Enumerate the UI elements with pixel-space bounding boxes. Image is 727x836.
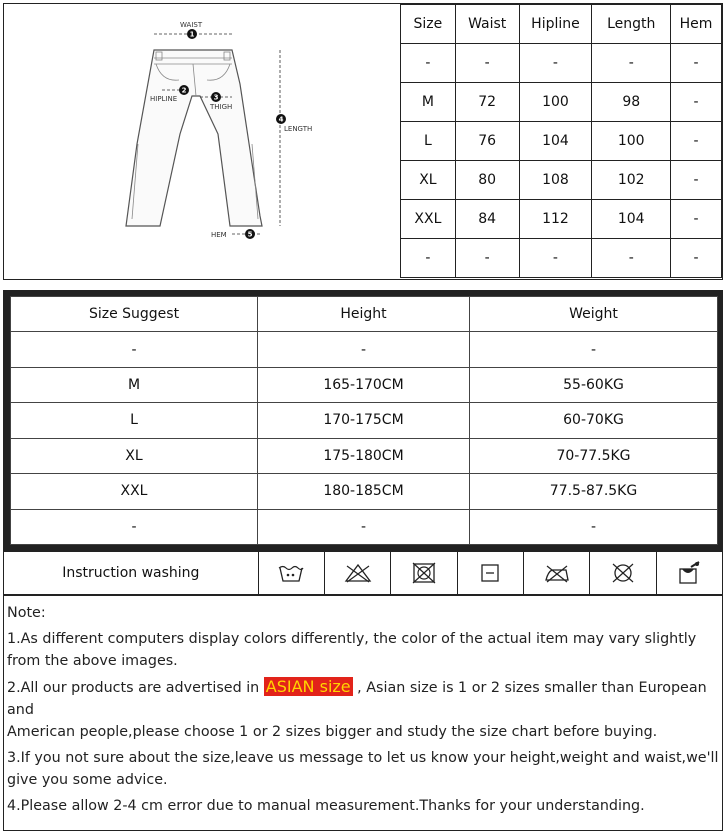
table-cell: - [519,239,592,278]
table-cell: 100 [519,83,592,122]
hang-dry-icon [657,552,722,594]
table-cell: 165-170CM [258,367,470,402]
notes-section [3,595,723,831]
table-cell: 84 [455,200,519,239]
table-row [11,332,718,367]
waist-label: WAIST [180,21,203,29]
table-cell: 72 [455,83,519,122]
table-cell: L [11,403,258,438]
table-cell: - [671,161,722,200]
table-cell: - [470,509,718,544]
table-cell: 77.5-87.5KG [470,474,718,509]
note-4: 4.Please allow 2-4 cm error due to manual measurement.Thanks for your understanding. [7,798,645,814]
note-1: 1.As different computers display colors differently, the color of the actual item may vary slightly from the above images. [7,631,697,669]
table-cell: - [401,44,456,83]
table-row [401,122,722,161]
table-cell: 104 [592,200,671,239]
table-cell: 104 [519,122,592,161]
no-dry-clean-icon [590,552,656,594]
marker-4: 4 [278,115,284,124]
header-waist: Waist [455,5,519,44]
note-3: 3.If you not sure about the size,leave us message to let us know your height,weight and waist,we'll give you some advice. [7,750,719,788]
table-cell: 175-180CM [258,438,470,473]
measurement-table [400,4,722,278]
header-hem: Hem [671,5,722,44]
asian-size-highlight: ASIAN size [265,677,351,696]
marker-3: 3 [213,93,219,102]
table-cell: XXL [11,474,258,509]
table-cell: 102 [592,161,671,200]
washing-instructions-row [3,551,723,595]
table-cell: - [470,332,718,367]
washing-label: Instruction washing [4,552,259,594]
table-cell: - [455,44,519,83]
table-cell: XL [11,438,258,473]
table-row [11,367,718,402]
note-2-text-cont: , Asian size is 1 or 2 sizes smaller than European and [7,680,707,718]
no-tumble-dry-icon [391,552,457,594]
marker-5: 5 [247,230,253,239]
table-cell: M [11,367,258,402]
table-cell: XL [401,161,456,200]
note-2-text: 2.All our products are advertised in [7,680,264,696]
table-cell: L [401,122,456,161]
table-cell: 112 [519,200,592,239]
note-2b: American people,please choose 1 or 2 sizes bigger and study the size chart before buying. [7,724,658,740]
hipline-label: HIPLINE [150,95,178,103]
table-cell: - [671,200,722,239]
table-cell: 76 [455,122,519,161]
size-chart-section [3,3,723,280]
table-cell: - [11,509,258,544]
table-cell: 170-175CM [258,403,470,438]
table-row [11,474,718,509]
table-row [11,438,718,473]
table-cell: 98 [592,83,671,122]
header-length: Length [592,5,671,44]
table-cell: - [671,122,722,161]
suggest-header-row [11,297,718,332]
table-cell: - [258,509,470,544]
table-cell: M [401,83,456,122]
table-cell: 60-70KG [470,403,718,438]
table-row [401,161,722,200]
table-cell: 180-185CM [258,474,470,509]
header-hipline: Hipline [519,5,592,44]
header-size: Size [401,5,456,44]
notes-title: Note: [7,605,46,621]
table-cell: - [258,332,470,367]
wash-30-icon [259,552,325,594]
table-cell: 55-60KG [470,367,718,402]
table-row [401,83,722,122]
table-row [11,509,718,544]
table-cell: - [401,239,456,278]
pants-diagram [4,4,400,279]
header-size-suggest: Size Suggest [11,297,258,332]
marker-1: 1 [189,30,195,39]
marker-2: 2 [181,86,187,95]
table-cell: - [519,44,592,83]
table-cell: 80 [455,161,519,200]
header-height: Height [258,297,470,332]
length-label: LENGTH [284,125,313,133]
dry-flat-icon [458,552,524,594]
table-cell: - [592,239,671,278]
table-cell: - [11,332,258,367]
no-bleach-icon [325,552,391,594]
table-row [401,200,722,239]
size-suggest-section [3,290,723,551]
note-2 [7,676,719,721]
table-cell: - [671,44,722,83]
table-cell: 70-77.5KG [470,438,718,473]
table-cell: - [671,239,722,278]
measurement-header-row [401,5,722,44]
table-cell: XXL [401,200,456,239]
table-row [401,44,722,83]
hem-label: HEM [211,231,227,239]
size-suggest-table [10,296,718,545]
table-cell: - [671,83,722,122]
thigh-label: THIGH [210,103,233,111]
table-cell: - [455,239,519,278]
table-cell: 100 [592,122,671,161]
table-cell: 108 [519,161,592,200]
header-weight: Weight [470,297,718,332]
table-cell: - [592,44,671,83]
table-row [401,239,722,278]
table-row [11,403,718,438]
iron-low-icon [524,552,590,594]
